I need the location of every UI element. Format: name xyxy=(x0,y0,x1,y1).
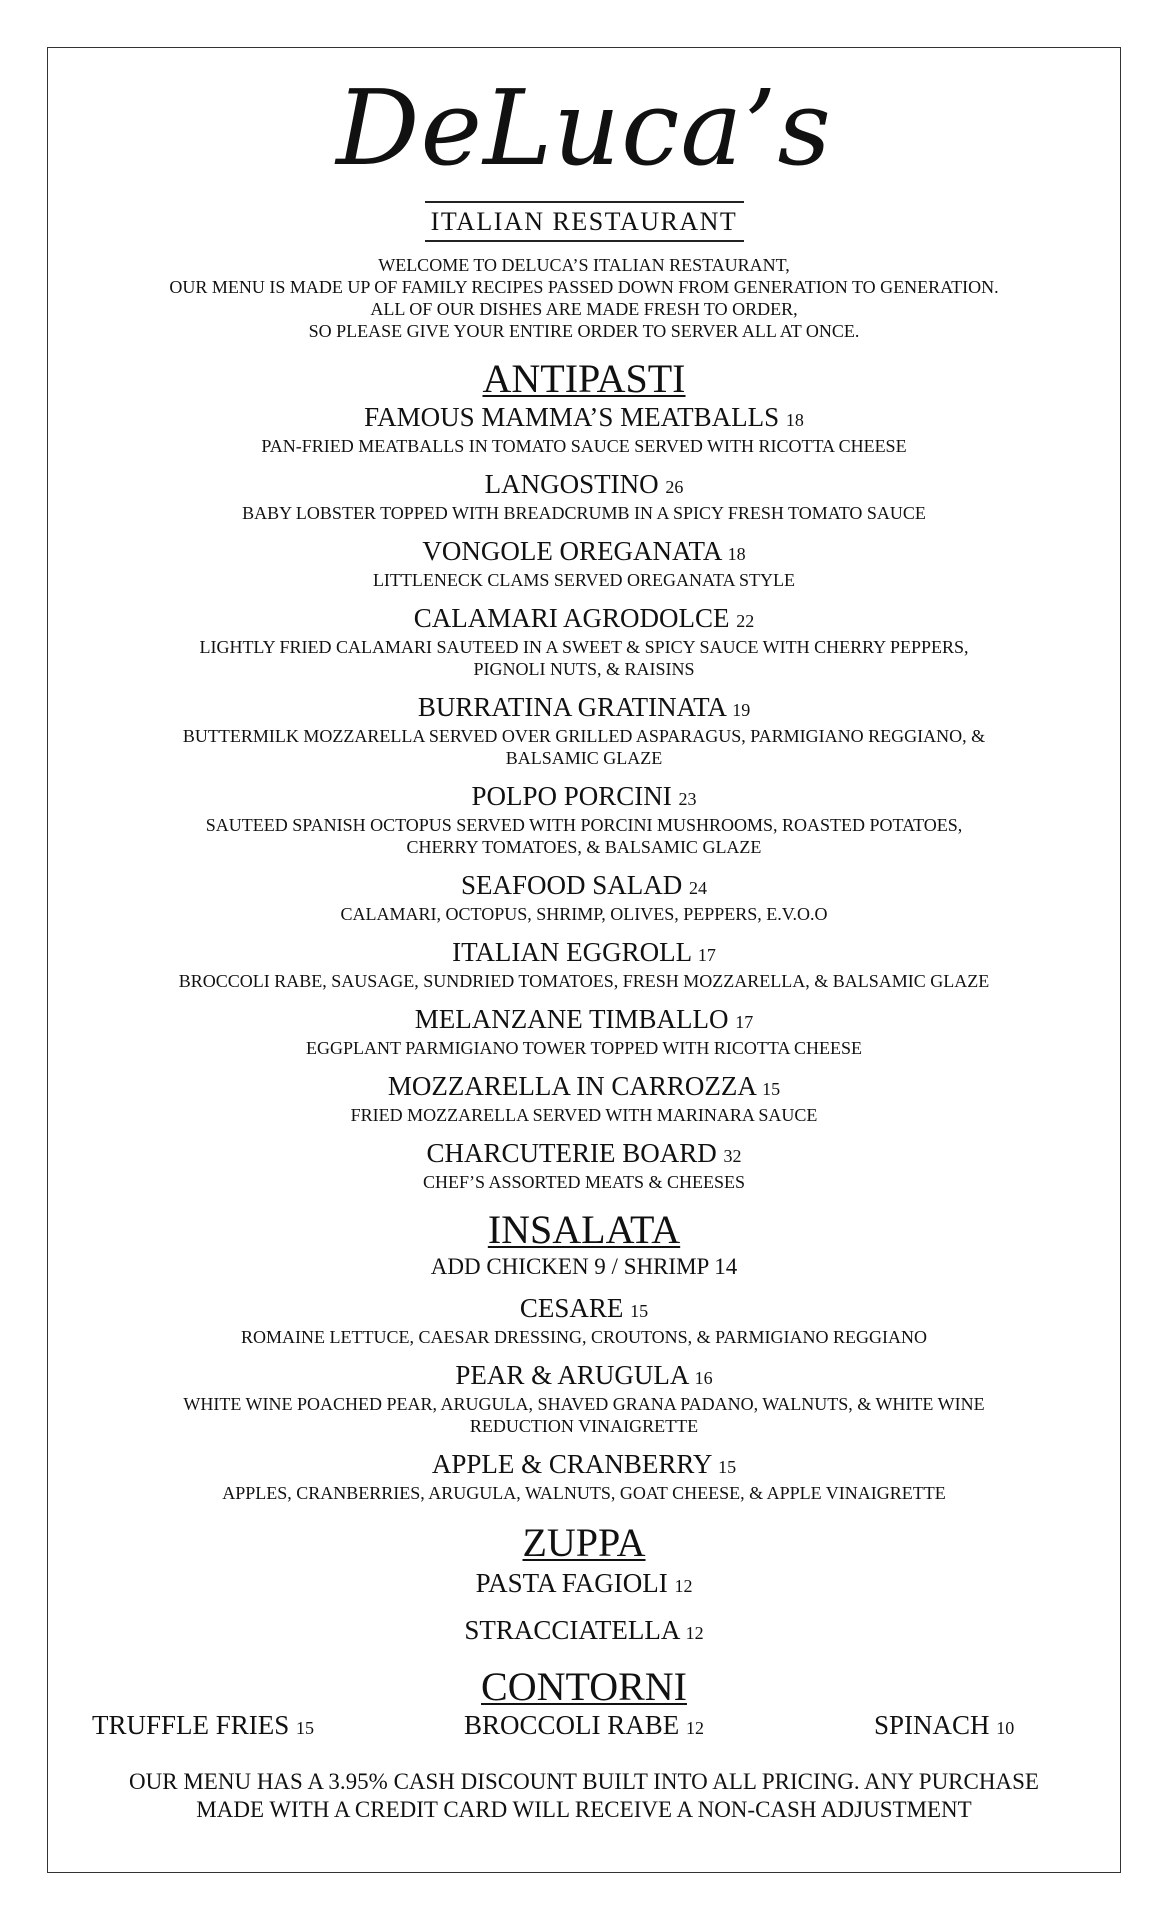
insalata-list xyxy=(47,1293,1121,1504)
item-name: MELANZANE TIMBALLO xyxy=(414,1004,729,1034)
menu-item xyxy=(47,1004,1121,1059)
item-description: SAUTEED SPANISH OCTOPUS SERVED WITH PORCINI MUSHROOMS, ROASTED POTATOES, xyxy=(205,815,963,835)
item-name: STRACCIATELLA xyxy=(464,1615,679,1645)
item-price: 17 xyxy=(735,1012,754,1032)
section-title-contorni: CONTORNI xyxy=(481,1664,687,1709)
item-description: BUTTERMILK MOZZARELLA SERVED OVER GRILLED ASPARAGUS, PARMIGIANO REGGIANO, & xyxy=(182,726,986,746)
item-price: 18 xyxy=(727,544,746,564)
menu-item xyxy=(47,781,1121,858)
menu-item xyxy=(47,469,1121,524)
item-description: ROMAINE LETTUCE, CAESAR DRESSING, CROUTONS, & PARMIGIANO REGGIANO xyxy=(240,1327,928,1347)
menu-item xyxy=(47,692,1121,769)
item-description: EGGPLANT PARMIGIANO TOWER TOPPED WITH RICOTTA CHEESE xyxy=(306,1038,862,1058)
item-name: SEAFOOD SALAD xyxy=(460,870,683,900)
section-title-insalata: INSALATA xyxy=(487,1207,681,1252)
restaurant-name: DeLuca’s xyxy=(336,67,832,189)
cash-discount-notice xyxy=(47,1768,1121,1824)
item-price: 32 xyxy=(723,1146,742,1166)
menu-item xyxy=(47,937,1121,992)
item-description: LIGHTLY FRIED CALAMARI SAUTEED IN A SWEET & SPICY SAUCE WITH CHERRY PEPPERS, xyxy=(199,637,969,657)
item-price: 15 xyxy=(296,1718,315,1738)
item-name: PASTA FAGIOLI xyxy=(475,1568,668,1598)
menu-item xyxy=(47,1138,1121,1193)
footer-line: OUR MENU HAS A 3.95% CASH DISCOUNT BUILT INTO ALL PRICING. ANY PURCHASE xyxy=(129,1769,1039,1794)
restaurant-subtitle: ITALIAN RESTAURANT xyxy=(425,201,744,242)
item-description: CHERRY TOMATOES, & BALSAMIC GLAZE xyxy=(406,837,762,857)
menu-item xyxy=(47,1568,1121,1601)
item-description: REDUCTION VINAIGRETTE xyxy=(469,1416,699,1436)
item-description: CHEF’S ASSORTED MEATS & CHEESES xyxy=(423,1172,745,1192)
contorni-list xyxy=(47,1710,1121,1744)
item-description: FRIED MOZZARELLA SERVED WITH MARINARA SAUCE xyxy=(350,1105,818,1125)
item-price: 15 xyxy=(718,1457,737,1477)
item-price: 17 xyxy=(697,945,716,965)
menu-page xyxy=(47,47,1121,1824)
item-price: 12 xyxy=(685,1623,704,1643)
item-description: BROCCOLI RABE, SAUSAGE, SUNDRIED TOMATOES, FRESH MOZZARELLA, & BALSAMIC GLAZE xyxy=(178,971,990,991)
item-price: 10 xyxy=(996,1718,1015,1738)
section-title-antipasti: ANTIPASTI xyxy=(482,356,686,401)
welcome-message xyxy=(47,254,1121,342)
item-name: SPINACH xyxy=(874,1710,990,1740)
item-price: 15 xyxy=(762,1079,781,1099)
item-description: BABY LOBSTER TOPPED WITH BREADCRUMB IN A SPICY FRESH TOMATO SAUCE xyxy=(242,503,926,523)
item-name: CALAMARI AGRODOLCE xyxy=(413,603,730,633)
menu-item xyxy=(47,870,1121,925)
item-name: APPLE & CRANBERRY xyxy=(431,1449,712,1479)
menu-item xyxy=(874,1710,1014,1743)
menu-item xyxy=(47,1615,1121,1648)
item-price: 12 xyxy=(674,1576,693,1596)
item-name: LANGOSTINO xyxy=(484,469,659,499)
welcome-line: WELCOME TO DELUCA’S ITALIAN RESTAURANT, xyxy=(378,255,790,275)
zuppa-list xyxy=(47,1568,1121,1648)
menu-item xyxy=(47,1360,1121,1437)
item-name: POLPO PORCINI xyxy=(471,781,672,811)
item-price: 26 xyxy=(665,477,684,497)
item-name: ITALIAN EGGROLL xyxy=(452,937,692,967)
menu-item xyxy=(47,1071,1121,1126)
item-price: 15 xyxy=(630,1301,649,1321)
item-name: CESARE xyxy=(519,1293,624,1323)
item-description: LITTLENECK CLAMS SERVED OREGANATA STYLE xyxy=(372,570,796,590)
item-description: WHITE WINE POACHED PEAR, ARUGULA, SHAVED GRANA PADANO, WALNUTS, & WHITE WINE xyxy=(183,1394,985,1414)
item-name: FAMOUS MAMMA’S MEATBALLS xyxy=(364,402,780,432)
menu-item xyxy=(464,1710,704,1743)
item-name: PEAR & ARUGULA xyxy=(455,1360,688,1390)
welcome-line: OUR MENU IS MADE UP OF FAMILY RECIPES PASSED DOWN FROM GENERATION TO GENERATION. xyxy=(169,277,999,297)
item-description: CALAMARI, OCTOPUS, SHRIMP, OLIVES, PEPPERS, E.V.O.O xyxy=(340,904,828,924)
item-price: 16 xyxy=(694,1368,713,1388)
welcome-line: ALL OF OUR DISHES ARE MADE FRESH TO ORDER, xyxy=(370,299,798,319)
menu-item xyxy=(47,1293,1121,1348)
menu-item xyxy=(47,603,1121,680)
item-name: TRUFFLE FRIES xyxy=(92,1710,290,1740)
footer-line: MADE WITH A CREDIT CARD WILL RECEIVE A NON-CASH ADJUSTMENT xyxy=(196,1797,972,1822)
item-price: 12 xyxy=(686,1718,705,1738)
item-description: BALSAMIC GLAZE xyxy=(505,748,663,768)
item-description: PAN-FRIED MEATBALLS IN TOMATO SAUCE SERVED WITH RICOTTA CHEESE xyxy=(261,436,907,456)
item-name: VONGOLE OREGANATA xyxy=(422,536,721,566)
menu-item xyxy=(92,1710,314,1743)
menu-item xyxy=(47,536,1121,591)
item-description: APPLES, CRANBERRIES, ARUGULA, WALNUTS, GOAT CHEESE, & APPLE VINAIGRETTE xyxy=(222,1483,946,1503)
item-price: 23 xyxy=(678,789,697,809)
item-price: 24 xyxy=(689,878,708,898)
item-name: MOZZARELLA IN CARROZZA xyxy=(387,1071,756,1101)
welcome-line: SO PLEASE GIVE YOUR ENTIRE ORDER TO SERVER ALL AT ONCE. xyxy=(308,321,860,341)
antipasti-list xyxy=(47,402,1121,1193)
section-title-zuppa: ZUPPA xyxy=(522,1520,646,1565)
item-price: 22 xyxy=(736,611,755,631)
logo xyxy=(47,67,1121,242)
item-name: BROCCOLI RABE xyxy=(463,1710,680,1740)
menu-item xyxy=(47,1449,1121,1504)
item-price: 18 xyxy=(785,410,804,430)
item-name: CHARCUTERIE BOARD xyxy=(426,1138,717,1168)
menu-item xyxy=(47,402,1121,457)
insalata-add-on-note: ADD CHICKEN 9 / SHRIMP 14 xyxy=(430,1254,738,1279)
item-description: PIGNOLI NUTS, & RAISINS xyxy=(473,659,695,679)
item-name: BURRATINA GRATINATA xyxy=(417,692,726,722)
item-price: 19 xyxy=(732,700,751,720)
